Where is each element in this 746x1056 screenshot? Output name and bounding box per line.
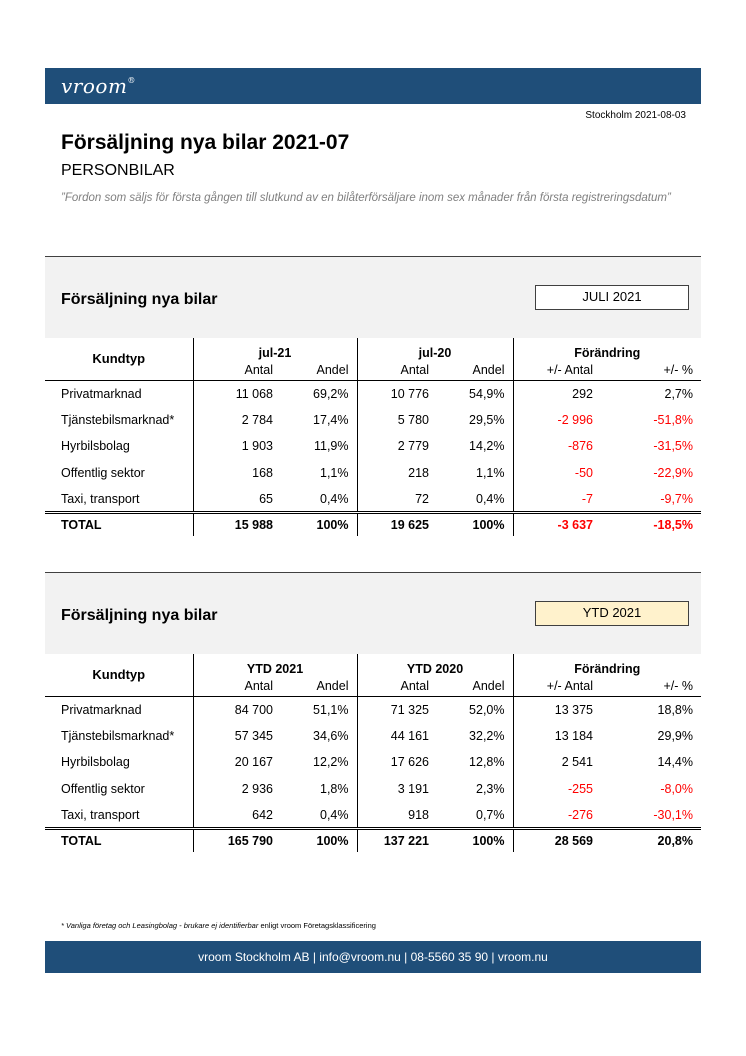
subheader-cell: +/- % — [601, 676, 701, 696]
cell-andel-current: 0,4% — [320, 491, 349, 506]
cell-andel-previous: 2,3% — [476, 781, 505, 796]
table-row — [45, 749, 701, 776]
cell-change-percent: 29,9% — [657, 728, 693, 743]
footer-bar: vroom Stockholm AB | info@vroom.nu | 08-5560 35 90 | vroom.nu — [45, 941, 701, 973]
cell-antal-previous: 2 779 — [357, 433, 437, 460]
cell-change-count: -255 — [513, 776, 601, 803]
cell-antal-previous: 17 626 — [357, 749, 437, 776]
definition-quote: ”Fordon som säljs för första gången till slutkund av en bilåterförsäljare inom sex månader från första registreringsdatum” — [61, 192, 671, 204]
table-row — [45, 407, 701, 434]
total-antal-current: 165 790 — [193, 829, 281, 852]
cell-antal-previous: 218 — [357, 460, 437, 487]
group-header-change: Förändring — [513, 654, 701, 676]
cell-change-count: -7 — [513, 486, 601, 513]
total-change-count: 28 569 — [513, 829, 601, 852]
table-row — [45, 723, 701, 750]
column-header-kundtyp: Kundtyp — [45, 338, 193, 380]
footnote-normal: enligt vroom Företagsklassificering — [258, 921, 376, 930]
top-brand-bar — [45, 68, 701, 104]
column-header-kundtyp: Kundtyp — [45, 654, 193, 696]
report-date: Stockholm 2021-08-03 — [585, 110, 686, 121]
cell-change-count: -876 — [513, 433, 601, 460]
group-header-current: jul-21 — [193, 338, 357, 360]
total-antal-previous: 19 625 — [357, 513, 437, 536]
cell-andel-previous: 52,0% — [469, 702, 505, 717]
row-label: Privatmarknad — [61, 386, 142, 401]
total-antal-previous: 137 221 — [357, 829, 437, 852]
cell-change-percent: -30,1% — [653, 807, 693, 822]
cell-change-percent: -8,0% — [660, 781, 693, 796]
cell-andel-previous: 0,4% — [476, 491, 505, 506]
total-label: TOTAL — [45, 513, 193, 536]
cell-antal-current: 168 — [193, 460, 281, 487]
cell-andel-previous: 29,5% — [469, 412, 505, 427]
cell-antal-previous: 72 — [357, 486, 437, 513]
cell-andel-current: 1,1% — [320, 465, 349, 480]
cell-andel-current: 12,2% — [313, 755, 349, 770]
table-row — [45, 486, 701, 513]
cell-andel-previous: 32,2% — [469, 728, 505, 743]
page-subtitle: PERSONBILAR — [61, 162, 175, 179]
subheader-cell: Andel — [281, 360, 357, 380]
cell-antal-current: 84 700 — [193, 696, 281, 723]
cell-andel-previous: 0,7% — [476, 807, 505, 822]
cell-change-count: -276 — [513, 802, 601, 829]
logo-text: vroom — [61, 74, 128, 98]
cell-antal-previous: 5 780 — [357, 407, 437, 434]
cell-antal-previous: 918 — [357, 802, 437, 829]
logo-registered-mark: ® — [127, 76, 136, 85]
subheader-cell: +/- Antal — [513, 360, 601, 380]
footnote — [61, 921, 376, 930]
cell-andel-current: 17,4% — [313, 412, 349, 427]
row-label: Hyrbilsbolag — [61, 755, 130, 770]
subheader-cell: Antal — [193, 360, 281, 380]
total-row — [45, 513, 701, 536]
subheader-cell: +/- % — [601, 360, 701, 380]
cell-change-count: 2 541 — [513, 749, 601, 776]
cell-antal-current: 2 936 — [193, 776, 281, 803]
total-label: TOTAL — [45, 829, 193, 852]
table-row — [45, 460, 701, 487]
cell-antal-current: 65 — [193, 486, 281, 513]
row-label: Tjänstebilsmarknad* — [61, 728, 175, 743]
total-andel-current: 100% — [281, 513, 357, 536]
cell-change-percent: -51,8% — [653, 412, 693, 427]
cell-change-count: -50 — [513, 460, 601, 487]
group-header-previous: jul-20 — [357, 338, 513, 360]
cell-andel-current: 1,8% — [320, 781, 349, 796]
cell-andel-previous: 14,2% — [469, 439, 505, 454]
vroom-logo — [61, 74, 136, 98]
cell-antal-current: 1 903 — [193, 433, 281, 460]
subheader-cell: Antal — [193, 676, 281, 696]
cell-change-percent: 18,8% — [657, 702, 693, 717]
cell-andel-current: 69,2% — [313, 386, 349, 401]
subheader-cell: Andel — [437, 676, 513, 696]
section-header — [45, 572, 701, 654]
footnote-italic: * Vanliga företag och Leasingbolag - brukare ej identifierbar — [61, 921, 259, 930]
cell-andel-current: 0,4% — [320, 807, 349, 822]
cell-change-percent: -22,9% — [653, 465, 693, 480]
total-antal-current: 15 988 — [193, 513, 281, 536]
group-header-current: YTD 2021 — [193, 654, 357, 676]
group-header-previous: YTD 2020 — [357, 654, 513, 676]
cell-change-percent: 14,4% — [657, 755, 693, 770]
section-monthly — [45, 256, 701, 536]
cell-andel-previous: 12,8% — [469, 755, 505, 770]
cell-change-count: 292 — [513, 380, 601, 407]
total-row — [45, 829, 701, 852]
cell-andel-current: 51,1% — [313, 702, 349, 717]
cell-andel-current: 34,6% — [313, 728, 349, 743]
cell-change-percent: 2,7% — [664, 386, 693, 401]
cell-antal-current: 57 345 — [193, 723, 281, 750]
table-row — [45, 696, 701, 723]
section-ytd — [45, 572, 701, 852]
subheader-cell: Antal — [357, 676, 437, 696]
cell-antal-current: 642 — [193, 802, 281, 829]
total-andel-previous: 100% — [437, 513, 513, 536]
cell-andel-previous: 1,1% — [476, 465, 505, 480]
subheader-cell: Andel — [281, 676, 357, 696]
cell-antal-previous: 71 325 — [357, 696, 437, 723]
total-change-percent: -18,5% — [601, 513, 701, 536]
row-label: Privatmarknad — [61, 702, 142, 717]
cell-antal-previous: 10 776 — [357, 380, 437, 407]
table-row — [45, 433, 701, 460]
subheader-cell: Antal — [357, 360, 437, 380]
cell-change-percent: -9,7% — [660, 491, 693, 506]
cell-change-count: 13 184 — [513, 723, 601, 750]
subheader-cell: Andel — [437, 360, 513, 380]
total-change-percent: 20,8% — [601, 829, 701, 852]
cell-antal-current: 20 167 — [193, 749, 281, 776]
group-header-change: Förändring — [513, 338, 701, 360]
total-andel-current: 100% — [281, 829, 357, 852]
total-andel-previous: 100% — [437, 829, 513, 852]
cell-andel-current: 11,9% — [313, 439, 349, 454]
cell-antal-current: 11 068 — [193, 380, 281, 407]
table-row — [45, 380, 701, 407]
cell-antal-previous: 3 191 — [357, 776, 437, 803]
row-label: Taxi, transport — [61, 807, 140, 822]
total-change-count: -3 637 — [513, 513, 601, 536]
table-row — [45, 802, 701, 829]
sales-table-monthly — [45, 338, 701, 536]
cell-change-count: 13 375 — [513, 696, 601, 723]
cell-antal-previous: 44 161 — [357, 723, 437, 750]
page-title: Försäljning nya bilar 2021-07 — [61, 131, 350, 154]
row-label: Offentlig sektor — [61, 465, 145, 480]
section-header — [45, 256, 701, 338]
cell-antal-current: 2 784 — [193, 407, 281, 434]
subheader-cell: +/- Antal — [513, 676, 601, 696]
row-label: Offentlig sektor — [61, 781, 145, 796]
section-title: Försäljning nya bilar — [61, 291, 218, 308]
period-box: YTD 2021 — [535, 601, 689, 626]
period-box: JULI 2021 — [535, 285, 689, 310]
table-row — [45, 776, 701, 803]
sales-table-ytd — [45, 654, 701, 852]
row-label: Taxi, transport — [61, 491, 140, 506]
section-title: Försäljning nya bilar — [61, 607, 218, 624]
cell-change-percent: -31,5% — [653, 439, 693, 454]
cell-andel-previous: 54,9% — [469, 386, 505, 401]
cell-change-count: -2 996 — [513, 407, 601, 434]
row-label: Tjänstebilsmarknad* — [61, 412, 175, 427]
row-label: Hyrbilsbolag — [61, 439, 130, 454]
